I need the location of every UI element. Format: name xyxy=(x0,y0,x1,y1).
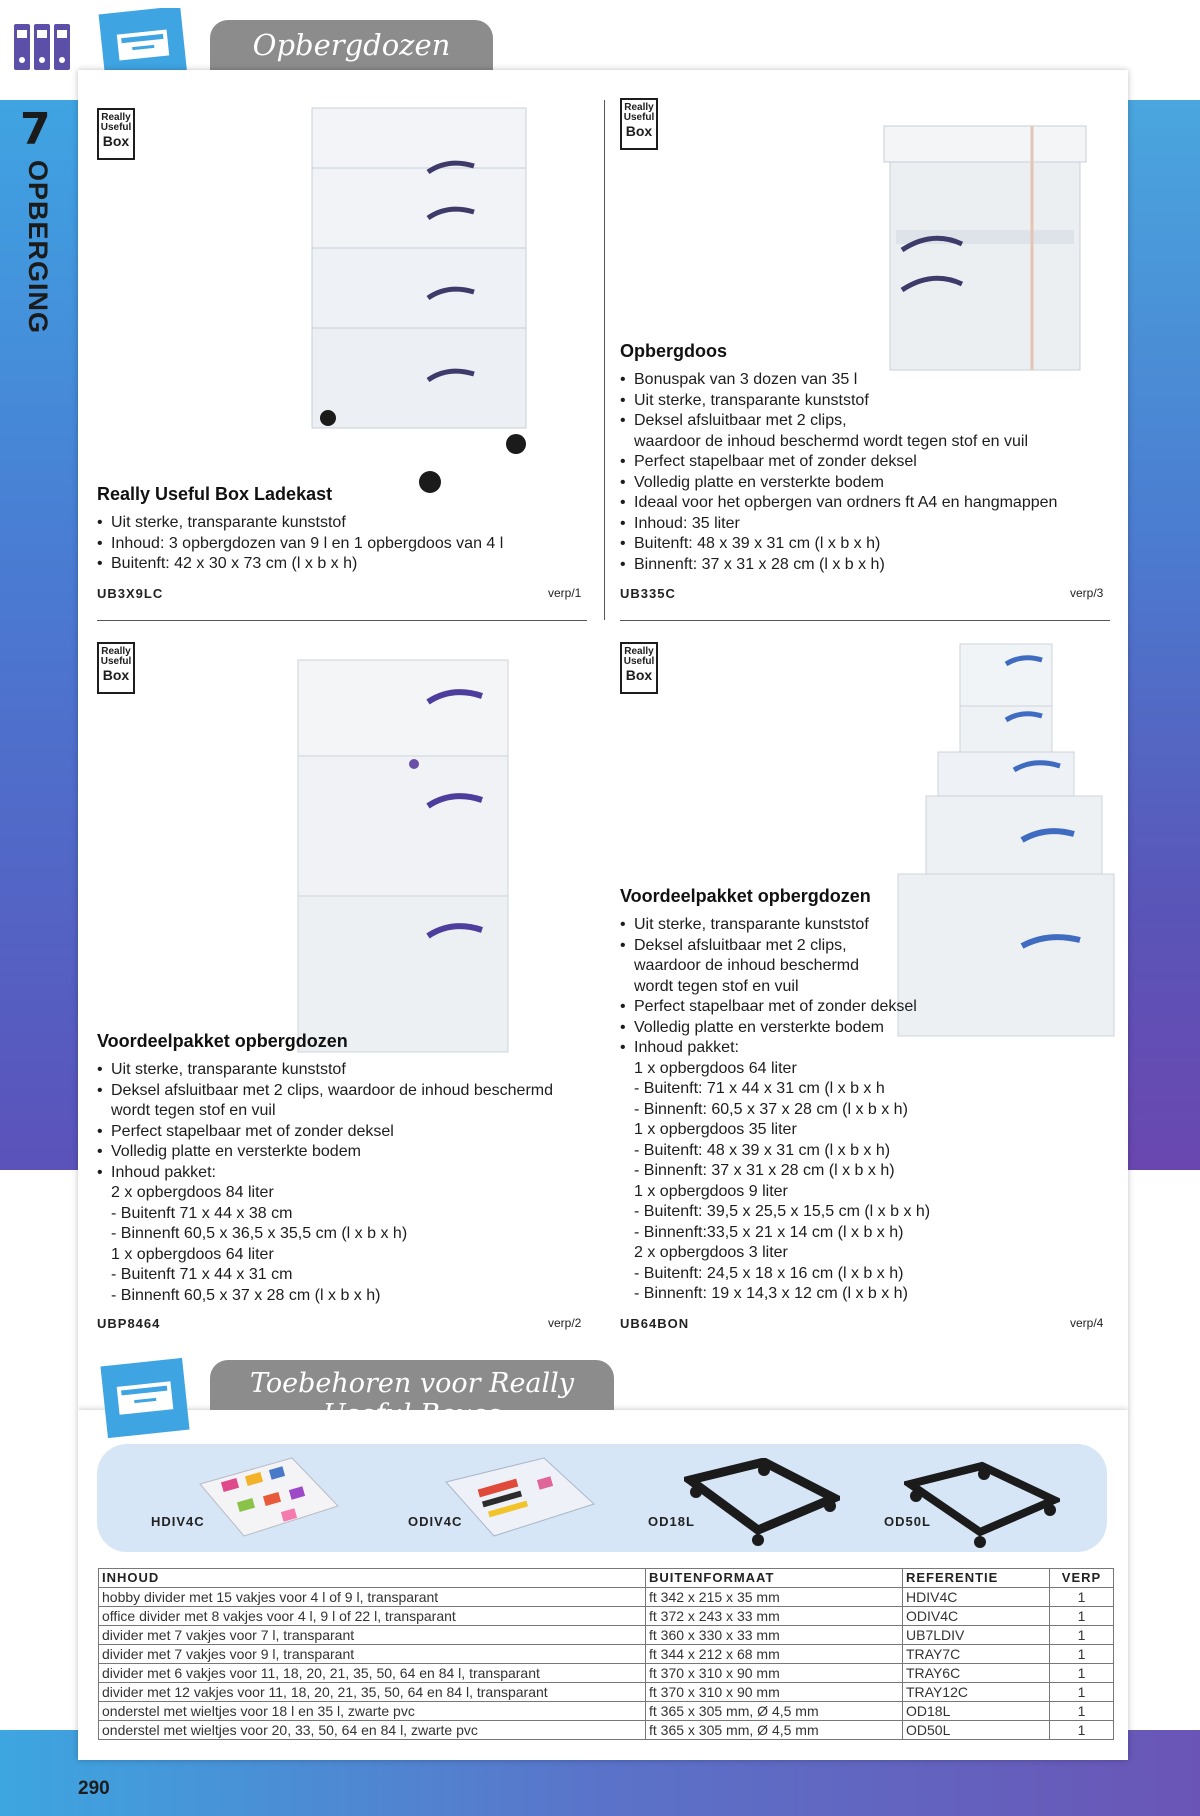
feature-item: • Uit sterke, transparante kunststof xyxy=(97,513,577,534)
feature-item: • Deksel afsluitbaar met 2 clips, xyxy=(620,936,1100,957)
header-inhoud: INHOUD xyxy=(99,1569,646,1588)
table-row xyxy=(99,1702,1114,1721)
cell-verp: 1 xyxy=(1050,1702,1114,1721)
cell-verp: 1 xyxy=(1050,1645,1114,1664)
accessory-label: OD18L xyxy=(648,1514,695,1529)
feature-item: wordt tegen stof en vuil xyxy=(634,977,799,995)
cell-inhoud: onderstel met wieltjes voor 18 l en 35 l, zwarte pvc xyxy=(99,1702,646,1721)
feature-item: • Inhoud pakket: xyxy=(97,1163,577,1184)
cell-referentie: TRAY7C xyxy=(903,1645,1050,1664)
feature-item: 1 x opbergdoos 64 liter xyxy=(111,1245,274,1263)
table-row xyxy=(99,1664,1114,1683)
feature-item: 1 x opbergdoos 64 liter xyxy=(634,1059,797,1077)
feature-item: • Inhoud: 35 liter xyxy=(620,514,1100,535)
feature-item: - Buitenft: 24,5 x 18 x 16 cm (l x b x h) xyxy=(634,1264,904,1282)
feature-item: - Binnenft: 19 x 14,3 x 12 cm (l x b x h) xyxy=(634,1285,908,1302)
feature-item: 2 x opbergdoos 3 liter xyxy=(634,1244,788,1261)
accessories-tab xyxy=(210,1360,614,1430)
office-divider-image xyxy=(442,1454,598,1540)
table-row xyxy=(99,1607,1114,1626)
table-row xyxy=(99,1588,1114,1607)
table-header-row xyxy=(99,1569,1114,1588)
hobby-divider-image xyxy=(192,1454,342,1540)
feature-item: - Buitenft 71 x 44 x 31 cm xyxy=(111,1266,293,1283)
storage-box-icon xyxy=(100,1358,190,1438)
product-title: Voordeelpakket opbergdozen xyxy=(97,1031,348,1051)
product-verp: verp/1 xyxy=(548,586,582,600)
feature-item: • Ideaal voor het opbergen van ordners ft A4 en hangmappen xyxy=(620,493,1100,514)
header-buitenformaat: BUITENFORMAAT xyxy=(646,1569,903,1588)
page-number: 290 xyxy=(78,1778,110,1799)
feature-item: • Uit sterke, transparante kunststof xyxy=(620,391,1100,412)
feature-item: • Perfect stapelbaar met of zonder deksel xyxy=(620,452,1100,473)
product-ladekast xyxy=(97,484,577,575)
cell-referentie: TRAY6C xyxy=(903,1664,1050,1683)
product-title: Voordeelpakket opbergdozen xyxy=(620,886,871,906)
product-features xyxy=(97,513,577,575)
feature-item: waardoor de inhoud beschermd wordt tegen stof en vuil xyxy=(634,432,1029,450)
cell-inhoud: office divider met 8 vakjes voor 4 l, 9 l of 22 l, transparant xyxy=(99,1607,646,1626)
feature-item: - Buitenft: 71 x 44 x 31 cm (l x b x h xyxy=(634,1080,885,1097)
cell-referentie: OD50L xyxy=(903,1721,1050,1740)
product-code: UB64BON xyxy=(620,1316,690,1331)
cell-inhoud: divider met 7 vakjes voor 7 l, transparant xyxy=(99,1626,646,1645)
cell-verp: 1 xyxy=(1050,1607,1114,1626)
cell-verp: 1 xyxy=(1050,1721,1114,1740)
feature-item: • Bonuspak van 3 dozen van 35 l xyxy=(620,370,1100,391)
cell-buitenformaat: ft 344 x 212 x 68 mm xyxy=(646,1645,903,1664)
feature-item: - Binnenft: 60,5 x 37 x 28 cm (l x b x h) xyxy=(634,1100,908,1118)
accessories-title: Toebehoren voor Really Useful Boxes xyxy=(249,1368,575,1430)
feature-item: • Volledig platte en versterkte bodem xyxy=(620,1018,1100,1039)
feature-item: - Buitenft 71 x 44 x 38 cm xyxy=(111,1204,293,1222)
feature-item: • Inhoud pakket: xyxy=(620,1038,1100,1059)
table-row xyxy=(99,1721,1114,1740)
product-features xyxy=(620,370,1100,575)
header-title: Opbergdozen xyxy=(252,28,451,62)
product-verp: verp/2 xyxy=(548,1316,582,1330)
feature-item: • Inhoud: 3 opbergdozen van 9 l en 1 opbergdoos van 4 l xyxy=(97,534,577,555)
cell-verp: 1 xyxy=(1050,1664,1114,1683)
product-code: UB335C xyxy=(620,586,676,601)
feature-item: - Buitenft: 48 x 39 x 31 cm (l x b x h) xyxy=(634,1141,891,1159)
feature-item: • Deksel afsluitbaar met 2 clips, xyxy=(620,411,1100,432)
feature-item: • Volledig platte en versterkte bodem xyxy=(97,1142,577,1163)
feature-item: • Binnenft: 37 x 31 x 28 cm (l x b x h) xyxy=(620,555,1100,576)
feature-item: • Perfect stapelbaar met of zonder deksel xyxy=(620,997,1100,1018)
dolly-od18l-image xyxy=(684,1458,840,1546)
dolly-od50l-image xyxy=(904,1460,1060,1548)
cell-referentie: ODIV4C xyxy=(903,1607,1050,1626)
really-useful-box-logo: Really Useful Box xyxy=(97,108,135,160)
cell-referentie: HDIV4C xyxy=(903,1588,1050,1607)
really-useful-box-logo: Really Useful Box xyxy=(620,98,658,150)
cell-referentie: TRAY12C xyxy=(903,1683,1050,1702)
header-referentie: REFERENTIE xyxy=(903,1569,1050,1588)
table-row xyxy=(99,1645,1114,1664)
feature-item: - Binnenft 60,5 x 36,5 x 35,5 cm (l x b x h) xyxy=(111,1225,408,1242)
accessory-label: HDIV4C xyxy=(151,1514,205,1529)
product-title: Really Useful Box Ladekast xyxy=(97,484,333,504)
cell-inhoud: divider met 6 vakjes voor 11, 18, 20, 21, 35, 50, 64 en 84 l, transparant xyxy=(99,1664,646,1683)
feature-item: wordt tegen stof en vuil xyxy=(111,1102,276,1119)
header-verp: VERP xyxy=(1050,1569,1114,1588)
product-voordeelpakket-1 xyxy=(97,1031,577,1306)
cell-verp: 1 xyxy=(1050,1588,1114,1607)
cell-buitenformaat: ft 372 x 243 x 33 mm xyxy=(646,1607,903,1626)
feature-item: • Deksel afsluitbaar met 2 clips, waardoor de inhoud beschermd xyxy=(97,1081,577,1102)
header-tab xyxy=(210,20,493,72)
feature-item: • Perfect stapelbaar met of zonder deksel xyxy=(97,1122,577,1143)
feature-item: • Buitenft: 48 x 39 x 31 cm (l x b x h) xyxy=(620,534,1100,555)
cell-verp: 1 xyxy=(1050,1683,1114,1702)
vertical-divider xyxy=(604,100,605,620)
feature-item: - Binnenft 60,5 x 37 x 28 cm (l x b x h) xyxy=(111,1286,381,1304)
cell-verp: 1 xyxy=(1050,1626,1114,1645)
binders-icon xyxy=(14,22,72,72)
feature-item: 1 x opbergdoos 9 liter xyxy=(634,1182,788,1200)
cell-buitenformaat: ft 370 x 310 x 90 mm xyxy=(646,1683,903,1702)
cell-inhoud: onderstel met wieltjes voor 20, 33, 50, 64 en 84 l, zwarte pvc xyxy=(99,1721,646,1740)
feature-item: • Volledig platte en versterkte bodem xyxy=(620,473,1100,494)
horizontal-divider-left xyxy=(97,620,587,621)
section-number: 7 xyxy=(20,104,51,155)
drawer-unit-image xyxy=(308,100,538,496)
feature-item: - Binnenft:33,5 x 21 x 14 cm (l x b x h) xyxy=(634,1223,904,1241)
feature-item: - Buitenft: 39,5 x 25,5 x 15,5 cm (l x b x h) xyxy=(634,1203,931,1220)
feature-item: 2 x opbergdoos 84 liter xyxy=(111,1184,274,1201)
section-label: OPBERGING xyxy=(23,160,53,335)
feature-item: - Binnenft: 37 x 31 x 28 cm (l x b x h) xyxy=(634,1162,895,1179)
cell-buitenformaat: ft 365 x 305 mm, Ø 4,5 mm xyxy=(646,1702,903,1721)
feature-item: 1 x opbergdoos 35 liter xyxy=(634,1121,797,1138)
product-verp: verp/3 xyxy=(1070,586,1104,600)
cell-buitenformaat: ft 370 x 310 x 90 mm xyxy=(646,1664,903,1683)
feature-item: • Uit sterke, transparante kunststof xyxy=(97,1060,577,1081)
product-code: UBP8464 xyxy=(97,1316,161,1331)
product-opbergdoos xyxy=(620,341,1100,575)
table-row xyxy=(99,1626,1114,1645)
cell-inhoud: divider met 12 vakjes voor 11, 18, 20, 21, 35, 50, 64 en 84 l, transparant xyxy=(99,1683,646,1702)
accessories-table xyxy=(98,1568,1114,1740)
product-features xyxy=(97,1060,577,1306)
stacked-boxes-image xyxy=(294,654,514,1058)
product-verp: verp/4 xyxy=(1070,1316,1104,1330)
accessory-label: OD50L xyxy=(884,1514,931,1529)
product-features xyxy=(620,915,1100,1305)
feature-item: • Buitenft: 42 x 30 x 73 cm (l x b x h) xyxy=(97,554,577,575)
cell-inhoud: hobby divider met 15 vakjes voor 4 l of 9 l, transparant xyxy=(99,1588,646,1607)
cell-referentie: OD18L xyxy=(903,1702,1050,1721)
accessory-label: ODIV4C xyxy=(408,1514,463,1529)
feature-item: waardoor de inhoud beschermd xyxy=(634,957,860,974)
product-code: UB3X9LC xyxy=(97,586,164,601)
cell-buitenformaat: ft 365 x 305 mm, Ø 4,5 mm xyxy=(646,1721,903,1740)
really-useful-box-logo: Really Useful Box xyxy=(97,642,135,694)
horizontal-divider-right xyxy=(620,620,1110,621)
really-useful-box-logo: Really Useful Box xyxy=(620,642,658,694)
table-row xyxy=(99,1683,1114,1702)
cell-inhoud: divider met 7 vakjes voor 9 l, transparant xyxy=(99,1645,646,1664)
cell-buitenformaat: ft 360 x 330 x 33 mm xyxy=(646,1626,903,1645)
cell-referentie: UB7LDIV xyxy=(903,1626,1050,1645)
product-title: Opbergdoos xyxy=(620,341,727,361)
cell-buitenformaat: ft 342 x 215 x 35 mm xyxy=(646,1588,903,1607)
product-voordeelpakket-2 xyxy=(620,886,1100,1305)
feature-item: • Uit sterke, transparante kunststof xyxy=(620,915,1100,936)
